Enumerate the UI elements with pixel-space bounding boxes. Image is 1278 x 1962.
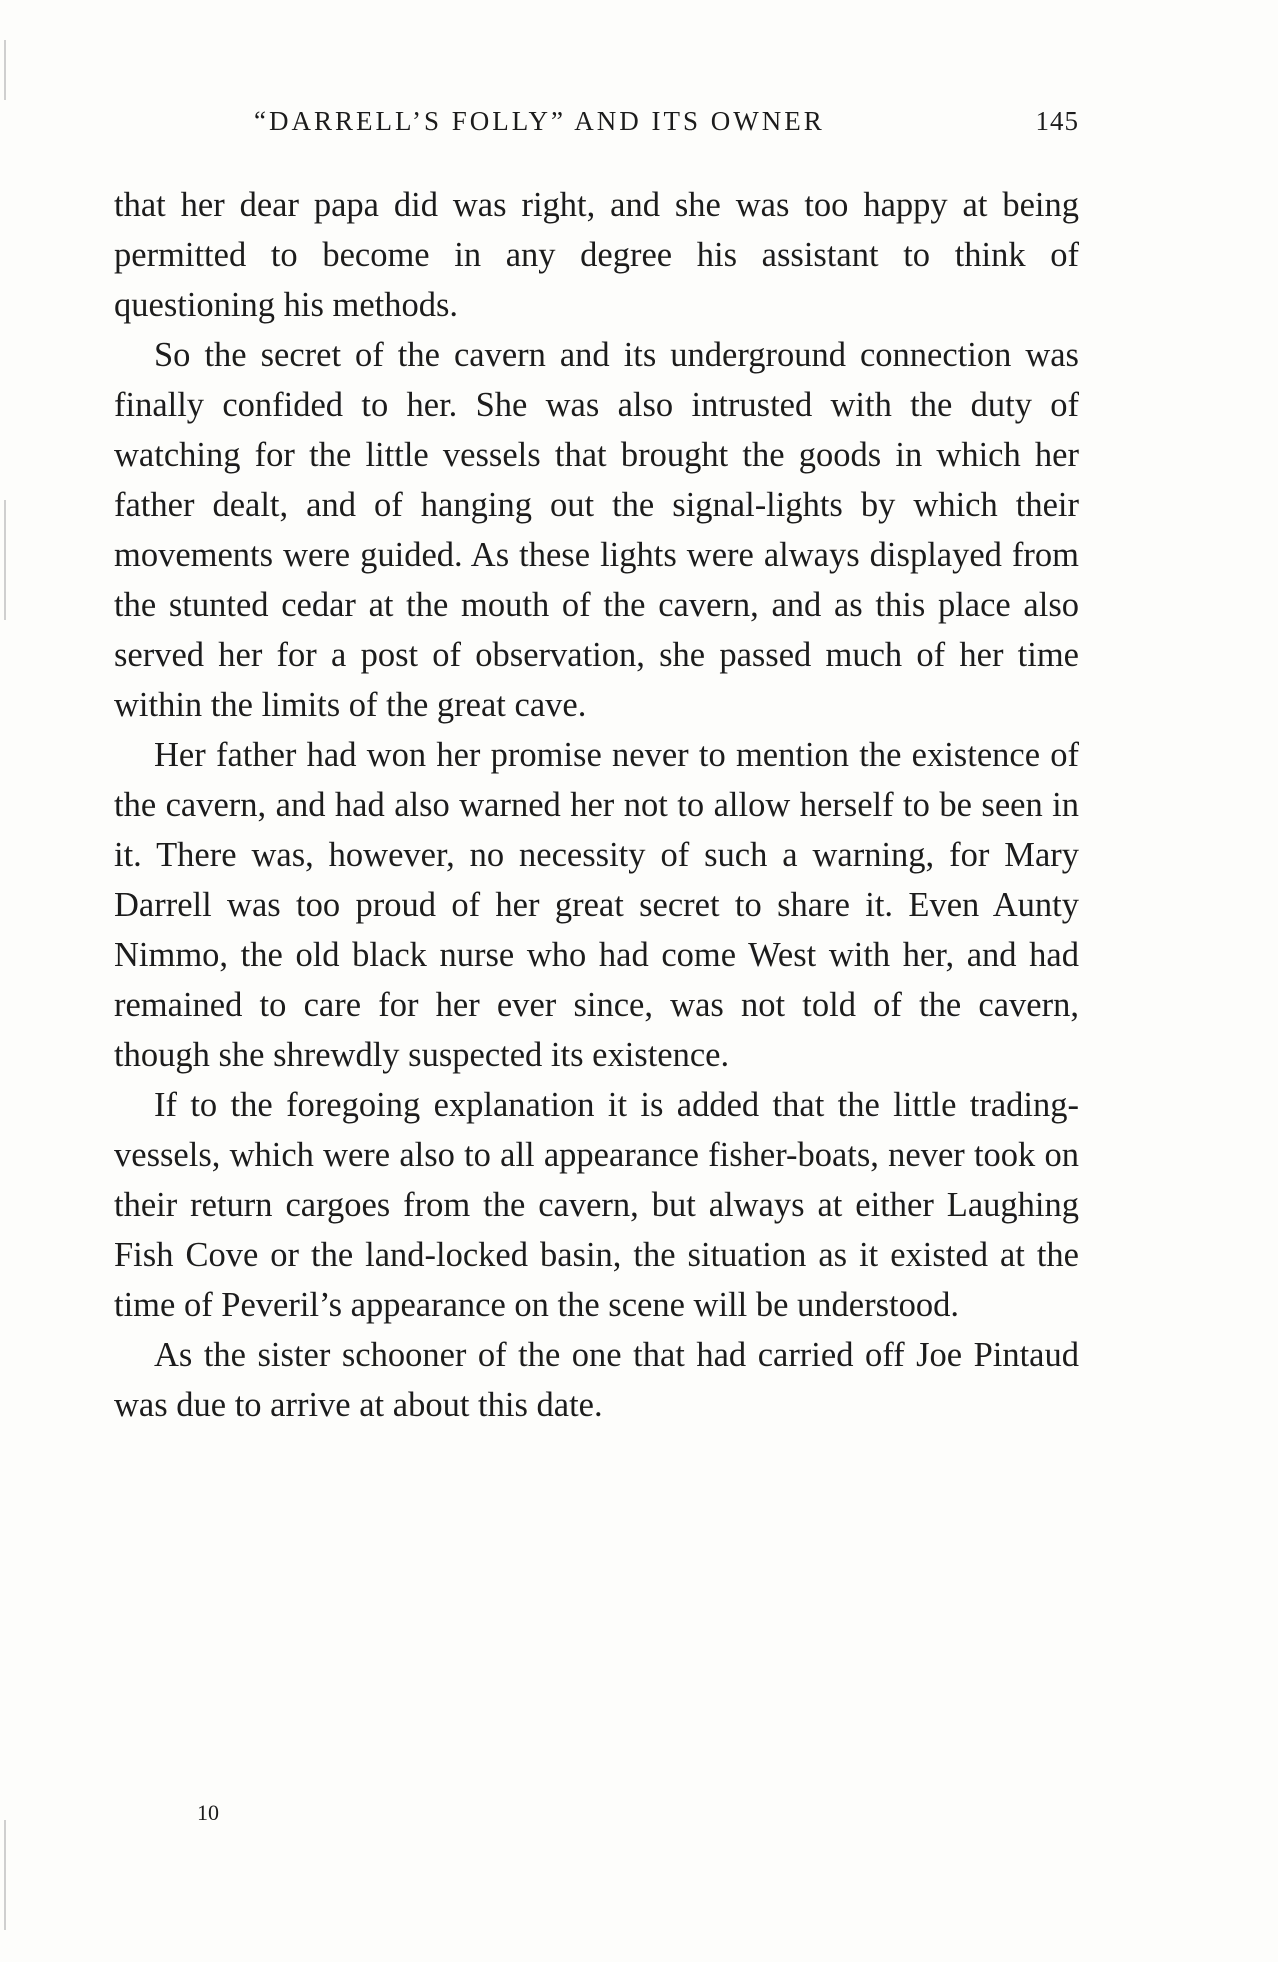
paragraph: So the secret of the cavern and its underground connection was finally confided to her. She was also intrusted with the duty of watching for the little vessels that brought the goods in which her father dealt, and of hanging out the signal-lights by which their movements were guided. As these lights were always displayed from the stunted cedar at the mouth of the cavern, and as this place also served her for a post of observation, she passed much of her time within the limits of the great cave. (114, 336, 1079, 724)
paragraph: Her father had won her promise never to mention the existence of the cavern, and had also warned her not to allow herself to be seen in it. There was, however, no necessity of such a warning, for Mary Darrell was too proud of her great secret to share it. Even Aunty Nimmo, the old black nurse who had come West with her, and had remained to care for her ever since, was not told of the cavern, though she shrewdly suspected its existence. (114, 736, 1079, 1074)
page-number: 145 (1035, 106, 1079, 136)
scan-edge-mark (4, 1820, 6, 1930)
running-title: “DARRELL’S FOLLY” AND ITS OWNER (254, 106, 825, 136)
signature-mark: 10 (197, 1800, 219, 1825)
paragraph: that her dear papa did was right, and she was too happy at being permitted to become in any degree his assistant to think of questioning his methods. (114, 186, 1079, 324)
paragraph: As the sister schooner of the one that had carried off Joe Pintaud was due to arrive at about this date. (114, 1336, 1079, 1424)
paragraph: If to the foregoing explanation it is added that the little trading-vessels, which were also to all appearance fisher-boats, never took on their return cargoes from the cavern, but always at either Laughing Fish Cove or the land-locked basin, the situation as it existed at the time of Peveril’s appearance on the scene will be understood. (114, 1086, 1079, 1324)
running-head (114, 106, 1079, 146)
scan-edge-mark (4, 500, 6, 620)
scan-edge-mark (4, 40, 6, 100)
body-text (114, 180, 1079, 1430)
